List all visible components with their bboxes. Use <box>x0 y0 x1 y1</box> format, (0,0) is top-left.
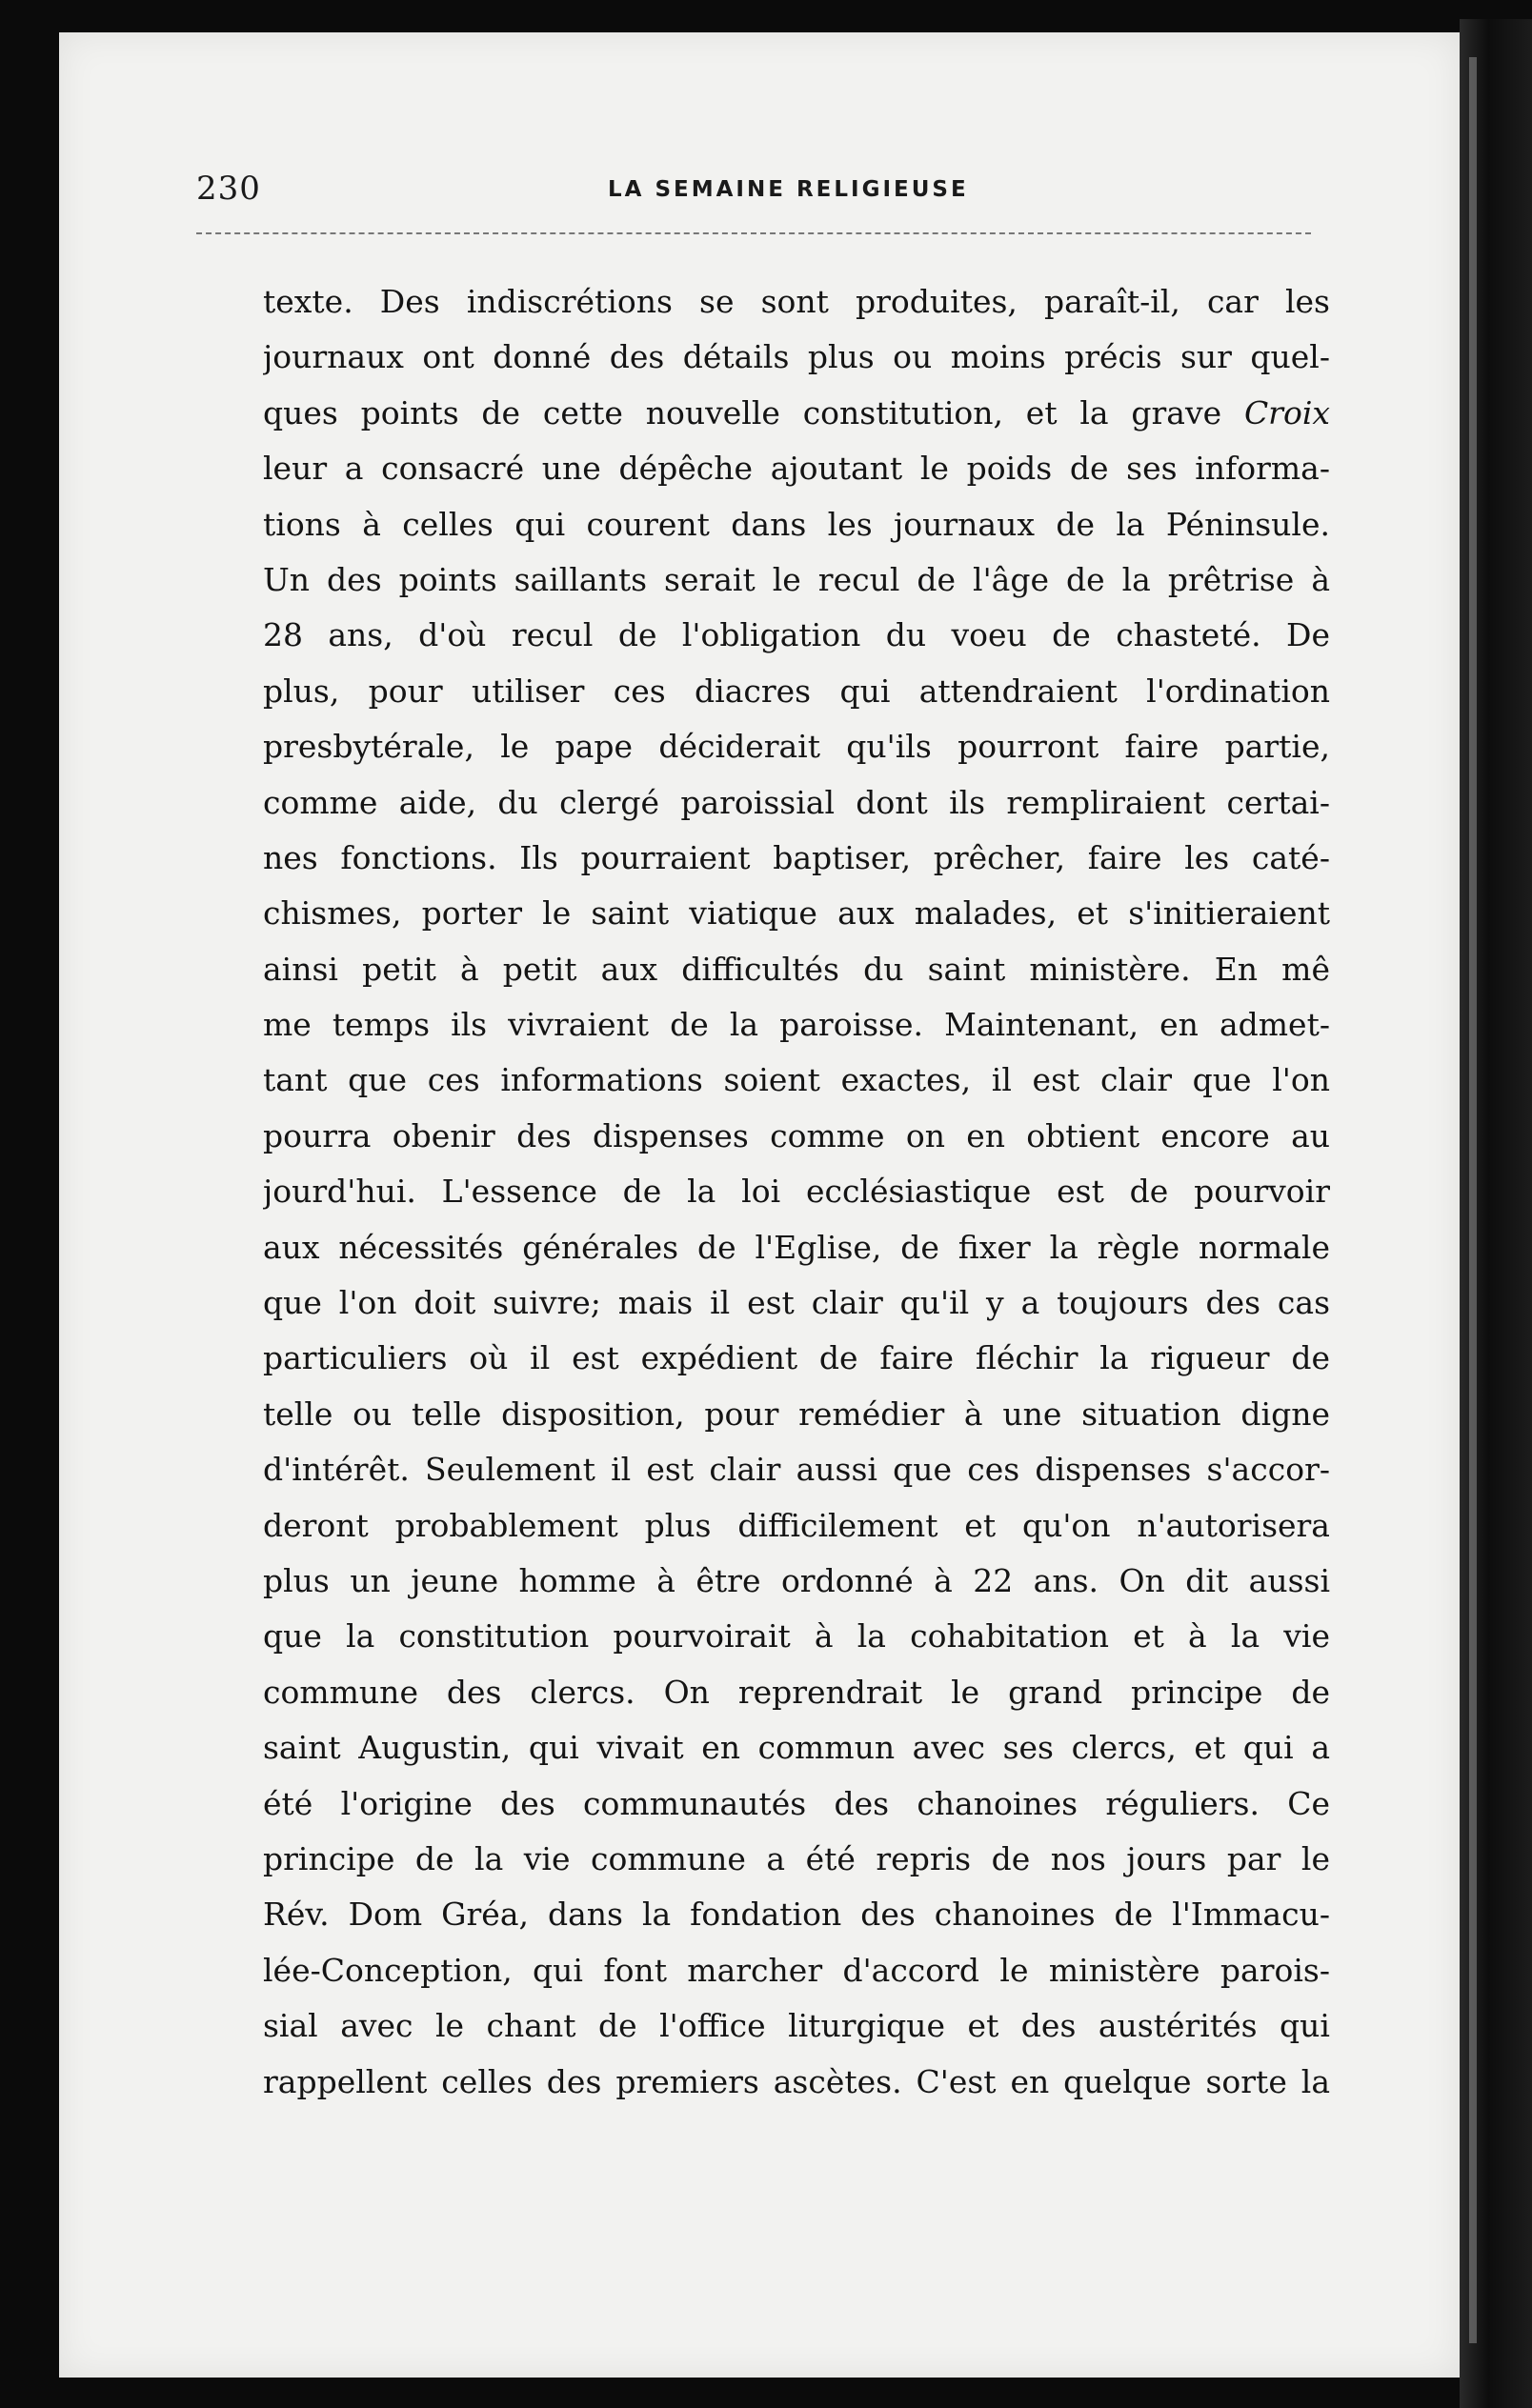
text-line: saint Augustin, qui vivait en commun avec ses clercs, et qui a <box>263 1729 1330 1767</box>
text-line: Rév. Dom Gréa, dans la fondation des chanoines de l'Immacu- <box>263 1896 1330 1934</box>
text-line: ques points de cette nouvelle constitution, et la grave Croix <box>263 393 1330 431</box>
italic-word: Croix <box>1243 393 1330 431</box>
body-text <box>263 274 1330 2110</box>
text-line: principe de la vie commune a été repris de nos jours par le <box>263 1839 1330 1877</box>
text-line: Un des points saillants serait le recul de l'âge de la prêtrise à <box>263 560 1330 598</box>
text-line: plus, pour utiliser ces diacres qui attendraient l'ordination <box>263 672 1330 710</box>
text-line: jourd'hui. L'essence de la loi ecclésiastique est de pourvoir <box>263 1173 1330 1211</box>
text-line: rappellent celles des premiers ascètes. C'est en quelque sorte la <box>263 2062 1330 2100</box>
text-line: été l'origine des communautés des chanoines réguliers. Ce <box>263 1784 1330 1822</box>
text-line: commune des clercs. On reprendrait le grand principe de <box>263 1673 1330 1711</box>
text-line: comme aide, du clergé paroissial dont ils rempliraient certai- <box>263 783 1330 821</box>
text-line: pourra obenir des dispenses comme on en obtient encore au <box>263 1116 1330 1154</box>
book-spine-edge <box>1460 19 1532 2408</box>
text-line: particuliers où il est expédient de faire fléchir la rigueur de <box>263 1339 1330 1377</box>
text-line: leur a consacré une dépêche ajoutant le poids de ses informa- <box>263 450 1330 488</box>
text-line: deront probablement plus difficilement et qu'on n'autorisera <box>263 1506 1330 1544</box>
spine-strip <box>1469 57 1477 2343</box>
text-line: telle ou telle disposition, pour remédier à une situation digne <box>263 1395 1330 1433</box>
page-number: 230 <box>196 170 261 208</box>
text-line: lée-Conception, qui font marcher d'accord le ministère parois- <box>263 1951 1330 1989</box>
text-line: d'intérêt. Seulement il est clair aussi que ces dispenses s'accor- <box>263 1451 1330 1489</box>
text-line: texte. Des indiscrétions se sont produites, paraît-il, car les <box>263 283 1330 320</box>
text-line: nes fonctions. Ils pourraient baptiser, prêcher, faire les caté- <box>263 838 1330 876</box>
text-line: sial avec le chant de l'office liturgique et des austérités qui <box>263 2007 1330 2045</box>
running-title: LA SEMAINE RELIGIEUSE <box>608 177 969 202</box>
text-line: que la constitution pourvoirait à la cohabitation et à la vie <box>263 1617 1330 1656</box>
header-rule <box>196 232 1311 234</box>
text-line: tions à celles qui courent dans les journaux de la Péninsule. <box>263 505 1330 543</box>
text-line: presbytérale, le pape déciderait qu'ils pourront faire partie, <box>263 728 1330 766</box>
text-line: que l'on doit suivre; mais il est clair qu'il y a toujours des cas <box>263 1284 1330 1322</box>
text-line: 28 ans, d'où recul de l'obligation du voeu de chasteté. De <box>263 616 1330 654</box>
text-line: journaux ont donné des détails plus ou moins précis sur quel- <box>263 338 1330 376</box>
text-line: chismes, porter le saint viatique aux malades, et s'initieraient <box>263 894 1330 933</box>
text-line: me temps ils vivraient de la paroisse. Maintenant, en admet- <box>263 1006 1330 1044</box>
text-line: aux nécessités générales de l'Eglise, de fixer la règle normale <box>263 1228 1330 1266</box>
page-header <box>196 170 1311 217</box>
text-line: tant que ces informations soient exactes, il est clair que l'on <box>263 1061 1330 1099</box>
text-line: ainsi petit à petit aux difficultés du saint ministère. En mê <box>263 950 1330 988</box>
text-line: plus un jeune homme à être ordonné à 22 ans. On dit aussi <box>263 1561 1330 1599</box>
